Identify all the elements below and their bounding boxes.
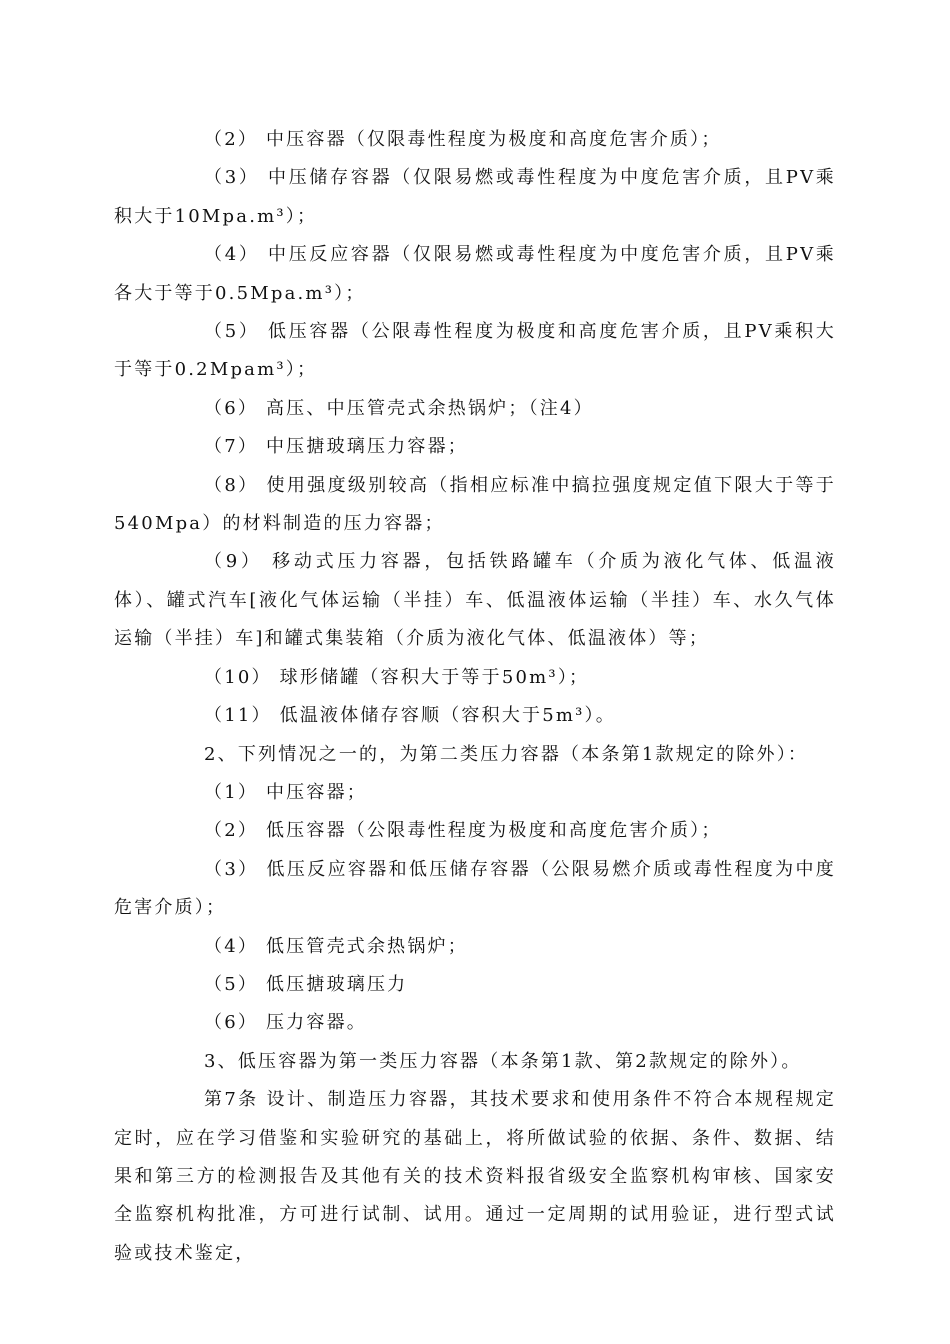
paragraph-item-6: （6） 高压、中压管壳式余热锅炉；（注4） (204, 397, 594, 419)
paragraph-item-5: （5） 低压容器（公限毒性程度为极度和高度危害介质，且PV乘积大于等于0.2Mpam³）； (114, 321, 836, 381)
paragraph-subitem-3: （3） 低压反应容器和低压储存容器（公限易燃介质或毒性程度为中度危害介质）； (114, 858, 836, 919)
paragraph-subitem-5: （5） 低压搪玻璃压力 (204, 973, 408, 995)
paragraph-subitem-2: （2） 低压容器（公限毒性程度为极度和高度危害介质）； (204, 820, 722, 842)
paragraph-subitem-4: （4） 低压管壳式余热锅炉； (204, 935, 468, 957)
paragraph-article-7: 第7条 设计、制造压力容器，其技术要求和使用条件不符合本规程规定定时，应在学习借鉴和实验研究的基础上，将所做试验的依据、条件、数据、结果和第三方的检测报告及其他有关的技术资料报省级安全监察机构审核、国家安全监察机构批准，方可进行试制、试用。通过一定周期的试用验证，进行型式试验或技术鉴定， (114, 1089, 836, 1264)
document-body (114, 121, 836, 1273)
paragraph-subitem-6: （6） 压力容器。 (204, 1012, 367, 1034)
paragraph-item-2: （2） 中压容器（仅限毒性程度为极度和高度危害介质）； (204, 129, 722, 150)
paragraph-subitem-1: （1） 中压容器； (204, 781, 367, 803)
paragraph-item-7: （7） 中压搪玻璃压力容器； (204, 436, 468, 458)
paragraph-item-8: （8） 使用强度级别较高（指相应标准中搞拉强度规定值下限大于等于540Mpa）的材料制造的压力容器； (114, 474, 836, 535)
paragraph-item-10: （10） 球形储罐（容积大于等于50m³）； (204, 666, 590, 688)
paragraph-item-3: （3） 中压储存容器（仅限易燃或毒性程度为中度危害介质，且PV乘积大于10Mpa.m³）； (114, 167, 836, 227)
paragraph-item-11: （11） 低温液体储存容顺（容积大于5m³）。 (204, 705, 616, 727)
paragraph-section-3: 3、低压容器为第一类压力容器（本条第1款、第2款规定的除外）。 (204, 1050, 802, 1072)
paragraph-section-2: 2、下列情况之一的，为第二类压力容器（本条第1款规定的除外）： (204, 743, 809, 765)
paragraph-item-4: （4） 中压反应容器（仅限易燃或毒性程度为中度危害介质，且PV乘各大于等于0.5Mpa.m³）； (114, 244, 836, 304)
paragraph-item-9: （9） 移动式压力容器，包括铁路罐车（介质为液化气体、低温液体）、罐式汽车[液化气体运输（半挂）车、低温液体运输（半挂）车、水久气体运输（半挂）车]和罐式集装箱（介质为液化气体、低温液体）等； (114, 551, 836, 650)
